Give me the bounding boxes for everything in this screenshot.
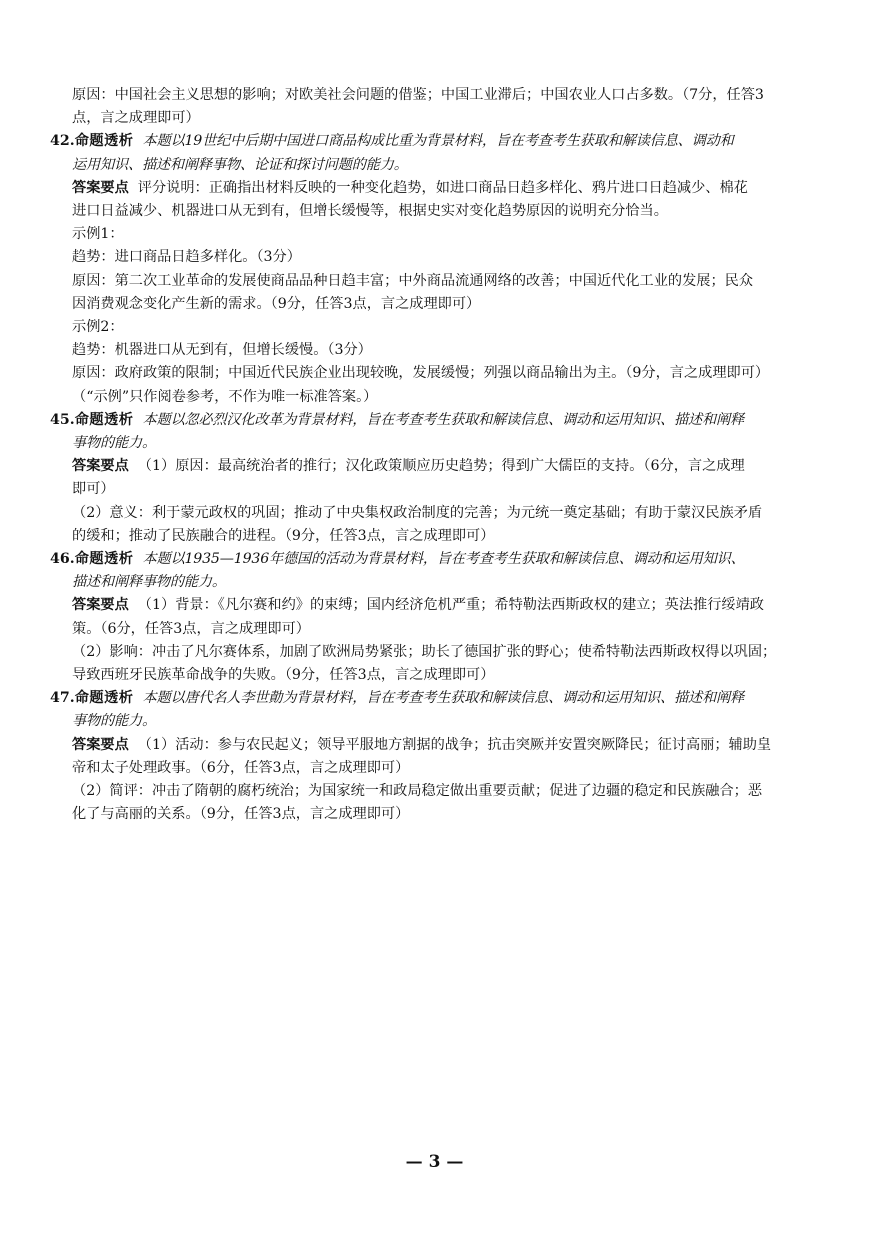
- answer-key-text: （2）意义：利于蒙元政权的巩固；推动了中央集权政治制度的完善；为元统一奠定基础；有助于蒙汉民族矛盾: [72, 504, 763, 521]
- example-line: 原因：政府政策的限制；中国近代民族企业出现较晚，发展缓慢；列强以商品输出为主。（9分，言之成理即可）: [72, 365, 770, 382]
- question-47: [50, 687, 780, 826]
- answer-key-text: （2）简评：冲击了隋朝的腐朽统治；为国家统一和政局稳定做出重要贡献；促进了边疆的稳定和民族融合；恶: [72, 783, 763, 800]
- answer-key-text: 的缓和；推动了民族融合的进程。（9分，任答3点，言之成理即可）: [72, 527, 495, 544]
- question-45: [50, 409, 780, 548]
- analysis-label: 命题透析: [74, 133, 134, 150]
- analysis-text: 本题以1935—1936年德国的活动为背景材料，旨在考查考生获取和解读信息、调动和运用知识、: [142, 551, 745, 568]
- previous-answer-continuation: [72, 84, 802, 130]
- answer-key-text: 即可）: [72, 481, 115, 498]
- example-note: （“示例”只作阅卷参考，不作为唯一标准答案。）: [72, 388, 378, 405]
- answer-key-text: （1）背景：《凡尔赛和约》的束缚；国内经济危机严重；希特勒法西斯政权的建立；英法推行绥靖政: [137, 597, 764, 614]
- answer-key-label: 答案要点: [72, 458, 129, 475]
- answer-key-text: 帝和太子处理政事。（6分，任答3点，言之成理即可）: [72, 759, 410, 776]
- question-number: 42.: [50, 133, 75, 150]
- answer-key-text: 导致西班牙民族革命战争的失败。（9分，任答3点，言之成理即可）: [72, 667, 495, 684]
- page-number: — 3 —: [405, 1152, 464, 1172]
- question-number: 45.: [50, 411, 75, 428]
- example-line: 趋势：机器进口从无到有，但增长缓慢。（3分）: [72, 342, 372, 359]
- answer-key-text: 进口日益减少、机器进口从无到有，但增长缓慢等，根据史实对变化趋势原因的说明充分恰当。: [72, 203, 668, 220]
- answer-key-text: （1）活动：参与农民起义；领导平服地方割据的战争；抗击突厥并安置突厥降民；征讨高丽；辅助皇: [137, 736, 772, 753]
- continuation-line: 点，言之成理即可）: [72, 110, 200, 127]
- example-line: 因消费观念变化产生新的需求。（9分，任答3点，言之成理即可）: [72, 295, 481, 312]
- analysis-text: 事物的能力。: [72, 435, 156, 452]
- analysis-text: 运用知识、描述和阐释事物、论证和探讨问题的能力。: [72, 156, 408, 173]
- answer-key-text: 策。（6分，任答3点，言之成理即可）: [72, 620, 310, 637]
- answer-key-text: （2）影响：冲击了凡尔赛体系，加剧了欧洲局势紧张；助长了德国扩张的野心；使希特勒法西斯政权得以巩固；: [72, 643, 777, 660]
- analysis-label: 命题透析: [74, 551, 134, 568]
- example-label: 示例1：: [72, 226, 124, 243]
- example-line: 原因：第二次工业革命的发展使商品品种日趋丰富；中外商品流通网络的改善；中国近代化工业的发展；民众: [72, 272, 754, 289]
- example-label: 示例2：: [72, 319, 124, 336]
- analysis-text: 描述和阐释事物的能力。: [72, 574, 226, 591]
- analysis-text: 本题以19世纪中后期中国进口商品构成比重为背景材料，旨在考查考生获取和解读信息、调动和: [142, 133, 734, 150]
- example-line: 趋势：进口商品日趋多样化。（3分）: [72, 249, 301, 266]
- question-number: 46.: [50, 551, 75, 568]
- continuation-line: 原因：中国社会主义思想的影响；对欧美社会问题的借鉴；中国工业滞后；中国农业人口占多数。（7分，任答3: [72, 87, 764, 103]
- answer-key-text: 评分说明：正确指出材料反映的一种变化趋势，如进口商品日趋多样化、鸦片进口日趋减少、棉花: [137, 179, 748, 196]
- question-number: 47.: [50, 690, 75, 707]
- analysis-label: 命题透析: [74, 690, 134, 707]
- analysis-label: 命题透析: [74, 411, 134, 428]
- answer-content: [50, 84, 802, 827]
- analysis-text: 事物的能力。: [72, 713, 156, 730]
- analysis-text: 本题以忽必烈汉化改革为背景材料，旨在考查考生获取和解读信息、调动和运用知识、描述和阐释: [142, 411, 744, 428]
- analysis-text: 本题以唐代名人李世勣为背景材料，旨在考查考生获取和解读信息、调动和运用知识、描述和阐释: [142, 690, 744, 707]
- answer-key-text: （1）原因：最高统治者的推行；汉化政策顺应历史趋势；得到广大儒臣的支持。（6分，言之成理: [137, 458, 745, 475]
- answer-key-text: 化了与高丽的关系。（9分，任答3点，言之成理即可）: [72, 806, 410, 823]
- question-46: [50, 548, 780, 687]
- answer-key-label: 答案要点: [72, 179, 129, 196]
- answer-key-label: 答案要点: [72, 736, 129, 753]
- answer-key-label: 答案要点: [72, 597, 129, 614]
- question-42: [50, 130, 780, 408]
